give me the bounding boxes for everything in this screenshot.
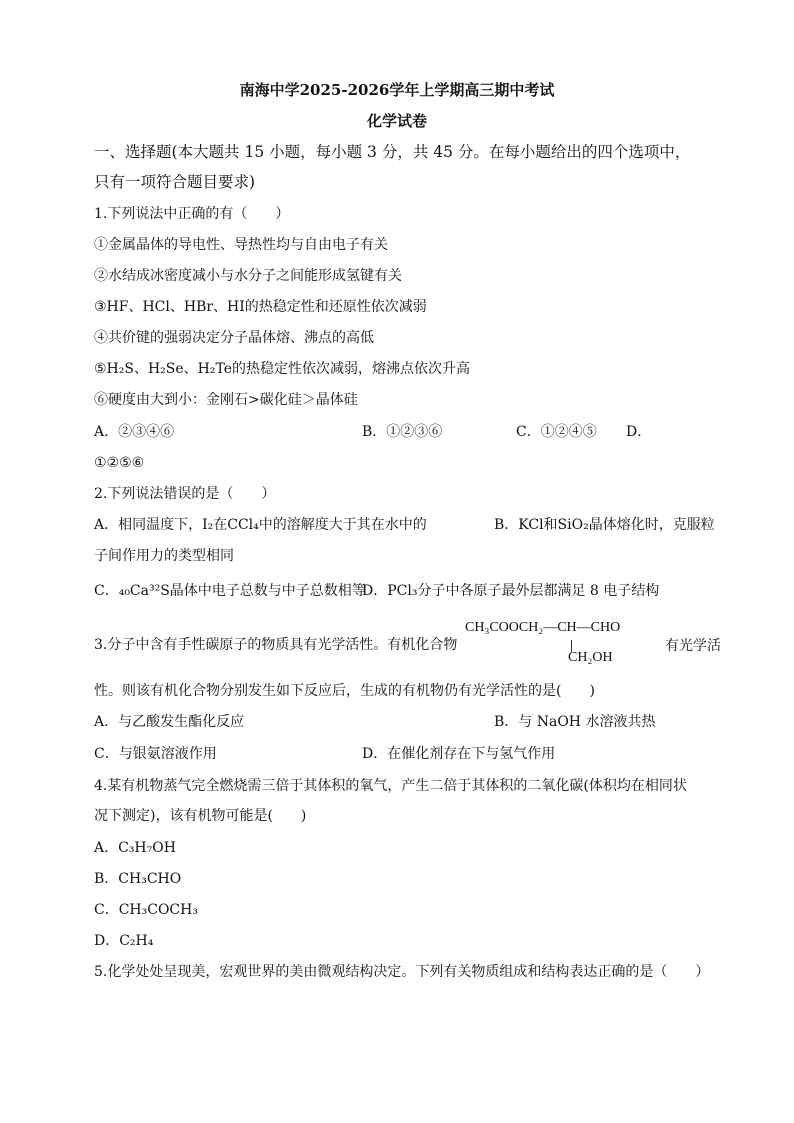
structural-formula xyxy=(465,620,721,668)
q1-option-b[interactable]: B．①②③⑥ xyxy=(362,424,443,440)
exam-subtitle: 化学试卷 xyxy=(366,112,427,130)
q1-option-a[interactable]: A．②③④⑥ xyxy=(94,424,175,440)
q2-option-b-cont: 子间作用力的类型相同 xyxy=(94,548,234,564)
q1-option-d[interactable]: D． xyxy=(626,424,652,440)
formula-main-chain: CH₃COOCH₂—CH—CHO xyxy=(465,620,621,635)
q2-option-d[interactable]: D．PCl₃分子中各原子最外层都满足 8 电子结构 xyxy=(362,583,660,599)
section-header: 一、选择题(本大题共 15 小题，每小题 3 分，共 45 分。在每小题给出的四个选项中， xyxy=(94,143,691,161)
q1-statement-6: ⑥硬度由大到小：金刚石>碳化硅＞晶体硅 xyxy=(94,392,358,408)
q2-option-a[interactable]: A．相同温度下，I₂在CCl₄中的溶解度大于其在水中的 xyxy=(94,517,427,533)
q4-option-c[interactable]: C．CH₃COCH₃ xyxy=(94,902,198,918)
q3-stem-end: 有光学活 xyxy=(665,638,721,654)
q1-option-c[interactable]: C．①②④⑤ xyxy=(516,424,597,440)
q1-stem: 1.下列说法中正确的有（ ） xyxy=(94,206,290,222)
section-header-cont: 只有一项符合题目要求) xyxy=(94,173,256,191)
q1-statement-5: ⑤H₂S、H₂Se、H₂Te的热稳定性依次减弱，熔沸点依次升高 xyxy=(94,361,471,377)
formula-substituent: CH₂OH xyxy=(568,650,613,665)
q1-option-d-cont: ①②⑤⑥ xyxy=(94,455,145,471)
q4-option-b[interactable]: B．CH₃CHO xyxy=(94,871,182,887)
q4-stem: 4.某有机物蒸气完全燃烧需三倍于其体积的氧气，产生二倍于其体积的二氧化碳(体积均在相同状 xyxy=(94,778,687,794)
q1-statement-1: ①金属晶体的导电性、导热性均与自由电子有关 xyxy=(94,237,388,253)
q3-option-d[interactable]: D．在催化剂存在下与氢气作用 xyxy=(362,746,556,762)
q4-stem-cont: 况下测定)，该有机物可能是( ) xyxy=(94,808,307,824)
q3-stem: 3.分子中含有手性碳原子的物质具有光学活性。有机化合物 xyxy=(94,637,458,653)
q2-option-b[interactable]: B．KCl和SiO₂晶体熔化时，克服粒 xyxy=(494,517,715,533)
q3-option-a[interactable]: A．与乙酸发生酯化反应 xyxy=(94,714,245,730)
q3-option-b[interactable]: B．与 NaOH 水溶液共热 xyxy=(494,714,656,730)
q4-option-a[interactable]: A．C₃H₇OH xyxy=(94,840,176,856)
q2-stem: 2.下列说法错误的是（ ） xyxy=(94,486,276,502)
q3-stem-cont: 性。则该有机化合物分别发生如下反应后，生成的有机物仍有光学活性的是( ) xyxy=(94,683,595,699)
q5-stem: 5.化学处处呈现美，宏观世界的美由微观结构决定。下列有关物质组成和结构表达正确的是（ ） xyxy=(94,964,710,980)
q1-statement-2: ②水结成冰密度减小与水分子之间能形成氢键有关 xyxy=(94,268,402,284)
q1-statement-3: ③HF、HCl、HBr、HI的热稳定性和还原性依次减弱 xyxy=(94,299,427,315)
exam-title: 南海中学2025-2026学年上学期高三期中考试 xyxy=(239,81,555,99)
q1-statement-4: ④共价键的强弱决定分子晶体熔、沸点的高低 xyxy=(94,330,374,346)
q4-option-d[interactable]: D．C₂H₄ xyxy=(94,933,154,949)
q2-option-c[interactable]: C．₄₀Ca³²S晶体中电子总数与中子总数相等 xyxy=(94,583,366,599)
q3-option-c[interactable]: C．与银氨溶液作用 xyxy=(94,746,217,762)
